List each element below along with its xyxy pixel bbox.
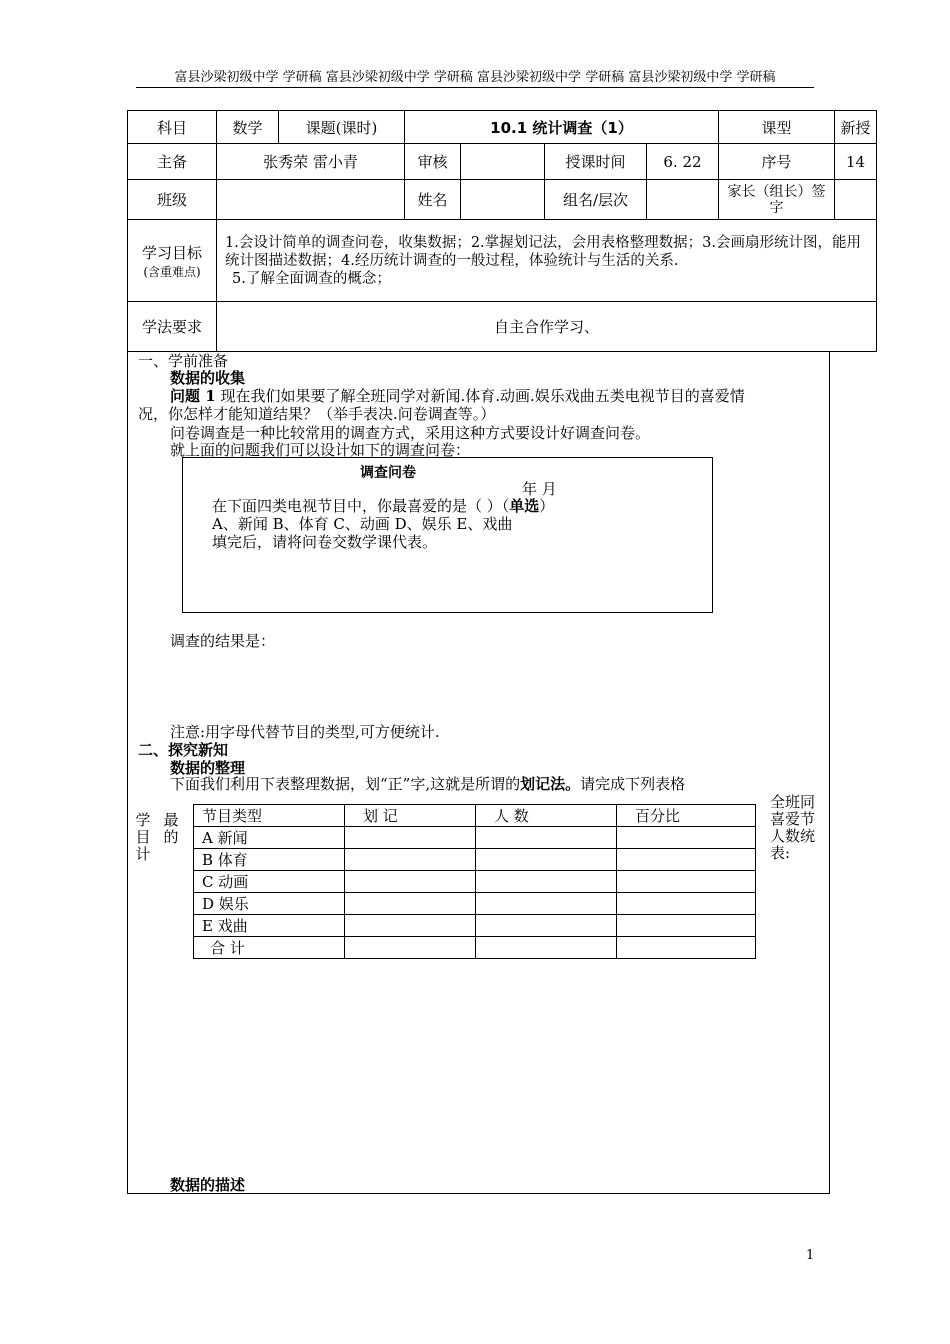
learning-goals [217,220,877,302]
seq-label: 序号 [719,144,835,180]
tally-row-label: D 娱乐 [194,893,345,915]
table-row [194,915,756,937]
tally-cell[interactable] [617,937,756,959]
parent-sign-value [835,180,877,220]
method-label: 学法要求 [128,302,217,352]
tally-cell[interactable] [345,915,476,937]
tally-cell[interactable] [345,849,476,871]
tally-cell[interactable] [476,827,617,849]
question-1-label: 问题 1 [170,387,216,405]
type-value: 新授 [835,111,877,144]
table-row [194,893,756,915]
table-row [194,849,756,871]
name-label: 姓名 [405,180,461,220]
side-text-right: 全班同喜爱节人数统表: [770,793,816,862]
tally-instructions-a: 下面我们利用下表整理数据，划“正”字,这就是所谓的 [170,775,521,793]
section-2-heading: 二、探究新知 [138,741,229,759]
parent-sign-label: 家长（组长）签字 [719,180,835,220]
side-text-left-1: 学目计 [135,811,151,863]
section-1-heading: 一、学前准备 [138,352,229,370]
survey-question [212,497,554,516]
side-text-left-2: 最的 [163,811,179,846]
subject-value: 数学 [217,111,279,144]
tally-cell[interactable] [617,915,756,937]
tally-cell[interactable] [476,871,617,893]
lesson-info-table [127,110,877,352]
tally-cell[interactable] [476,937,617,959]
survey-title: 调查问卷 [360,465,416,481]
class-value [217,180,405,220]
page-number: 1 [806,1248,815,1263]
tally-header-percent: 百分比 [617,805,756,827]
name-value [461,180,545,220]
table-row [194,871,756,893]
goal-label-cell [128,220,217,302]
tally-row-label: B 体育 [194,849,345,871]
tally-cell[interactable] [617,849,756,871]
tally-header-marks: 划 记 [345,805,476,827]
tally-row-label: C 动画 [194,871,345,893]
goal-5: 5.了解全面调查的概念； [232,270,391,287]
goal-label: 学习目标 [141,243,202,262]
section-2-subheading: 数据的整理 [170,759,246,777]
review-label: 审核 [405,144,461,180]
tally-cell[interactable] [617,827,756,849]
type-label: 课型 [719,111,835,144]
tally-method-term: 划记法。 [520,775,581,793]
question-1-text-2: 况，你怎样才能知道结果？（举手表决.问卷调查等。） [138,405,496,423]
tally-cell[interactable] [345,871,476,893]
tally-instructions-c: 请完成下列表格 [580,775,686,793]
tally-cell[interactable] [345,937,476,959]
question-1-line [170,387,745,406]
tally-cell[interactable] [617,893,756,915]
group-value [647,180,719,220]
class-label: 班级 [128,180,217,220]
topic-label: 课题(课时) [279,111,405,144]
survey-options: A、新闻 B、体育 C、动画 D、娱乐 E、戏曲 [212,515,513,533]
seq-value: 14 [835,144,877,180]
time-label: 授课时间 [545,144,647,180]
lead-label: 主备 [128,144,217,180]
letter-note: 注意:用字母代替节目的类型,可方便统计. [170,723,440,741]
paragraph-survey-intro: 就上面的问题我们可以设计如下的调查问卷： [170,441,471,459]
tally-table [193,804,756,959]
tally-instructions [170,775,685,794]
page-header: 富县沙梁初级中学 学研稿 富县沙梁初级中学 学研稿 富县沙梁初级中学 学研稿 富县沙梁初级中学 学研稿 [136,66,814,88]
goal-sublabel: (含重难点) [143,264,201,279]
tally-row-label: A 新闻 [194,827,345,849]
method-value: 自主合作学习、 [217,302,877,352]
question-1-text: 现在我们如果要了解全班同学对新闻.体育.动画.娱乐戏曲五类电视节目的喜爱情 [215,387,745,405]
survey-question-text: 在下面四类电视节目中，你最喜爱的是（ ）（ [212,497,510,515]
section-3-subheading: 数据的描述 [170,1176,246,1194]
tally-cell[interactable] [345,827,476,849]
tally-cell[interactable] [476,893,617,915]
section-1-subheading: 数据的收集 [170,369,246,387]
tally-header-type: 节目类型 [194,805,345,827]
review-value [461,144,545,180]
tally-cell[interactable] [345,893,476,915]
subject-label: 科目 [128,111,217,144]
tally-row-label: E 戏曲 [194,915,345,937]
survey-note: 填完后，请将问卷交数学课代表。 [212,533,438,551]
survey-date: 年 月 [522,480,557,498]
lesson-title: 10.1 统计调查（1） [405,111,719,144]
table-row [194,827,756,849]
group-label: 组名/层次 [545,180,647,220]
goals-text: 1.会设计简单的调查问卷，收集数据；2.掌握划记法，会用表格整理数据；3.会画扇形统计图，能用统计图描述数据；4.经历统计调查的一般过程，体验统计与生活的关系. [225,234,861,269]
survey-single-choice: 单选 [509,497,540,515]
table-row [194,937,756,959]
tally-header-count: 人 数 [476,805,617,827]
tally-cell[interactable] [476,849,617,871]
tally-row-label: 合 计 [194,937,345,959]
paragraph-survey-method: 问卷调查是一种比较常用的调查方式，采用这种方式要设计好调查问卷。 [170,424,651,442]
survey-question-end: ） [539,497,555,515]
tally-cell[interactable] [617,871,756,893]
result-label: 调查的结果是： [170,632,276,650]
lead-value: 张秀荣 雷小青 [217,144,405,180]
tally-cell[interactable] [476,915,617,937]
time-value: 6. 22 [647,144,719,180]
